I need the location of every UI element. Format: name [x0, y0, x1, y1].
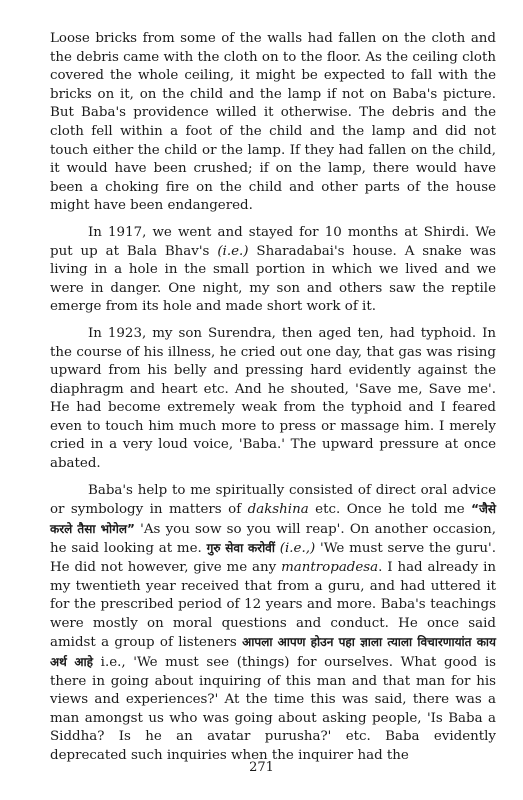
devanagari-quote: आपला आपण होउन पहा ज्ञाला त्याला विचारणायांत काय अर्थ आहे [50, 635, 496, 669]
text-run: i.e., 'We must see (things) for ourselves. What good is there in going about inquiring of this man and that man for his views and experiences?' At the time this was said, there was a man amongst us who was going about asking people, 'Is Baba a Siddha? Is he an avatar purusha?' etc. Baba evidently deprecated such inquiries when the inquirer had the [50, 655, 497, 763]
body-text [50, 30, 496, 774]
italic-term: (i.e.,) [279, 541, 316, 557]
italic-term: mantropadesa [281, 560, 379, 576]
devanagari-quote: “जैसे करले तैसा भोगेल” [50, 502, 496, 536]
paragraph [50, 482, 496, 766]
text-run: . I had already in my twentieth year received that from a guru, and had uttered it for the prescribed period of 12 years and more. Baba's teachings were mostly on moral questions and conduct. He once said amidst a group of listeners [50, 560, 496, 651]
text-run: Loose bricks from some of the walls had fallen on the cloth and the debris came with the cloth on to the floor. As the ceiling cloth covered the whole ceiling, it might be expected to fall with the bricks on it, on the child and the lamp if not on Baba's picture. But Baba's providence willed it otherwise. The debris and the cloth fell within a foot of the child and the lamp and did not touch either the child or the lamp. If they had fallen on the child, it would have been crushed; if on the lamp, there would have been a choking fire on the child and other parts of the house might have been endangered. [50, 31, 496, 214]
italic-term: dakshina [247, 502, 309, 518]
italic-term: (i.e.) [217, 243, 249, 259]
text-run: Baba's help to me spiritually consisted of direct oral advice or symbology in matters of [50, 482, 496, 518]
paragraph [50, 325, 496, 474]
page-number: 271 [249, 760, 274, 775]
paragraph [50, 224, 496, 317]
devanagari-quote: गुरु सेवा करोवीं [206, 541, 275, 556]
text-run: etc. Once he told me [308, 502, 472, 518]
text-run: In 1917, we went and stayed for 10 months at Shirdi. We put up at Bala Bhav's [50, 224, 496, 259]
text-run: 'As you sow so you will reap'. On another occasion, he said looking at me. [50, 521, 496, 557]
text-run: In 1923, my son Surendra, then aged ten, had typhoid. In the course of his illness, he cried out one day, that gas was rising upward from his belly and pressing hard evidently against the diaphragm and heart etc. And he shouted, 'Save me, Save me'. He had become extremely weak from the typhoid and I feared even to touch him much more to press or massage him. I merely cried in a very loud voice, 'Baba.' The upward pressure at once abated. [50, 325, 496, 472]
text-run: Sharadabai's house. A snake was living in a hole in the small portion in which we lived and we were in danger. One night, my son and others saw the reptile emerge from its hole and made short work of it. [50, 243, 497, 315]
paragraph [50, 30, 496, 216]
text-run: 'We must serve the guru'. He did not however, give me any [50, 541, 496, 576]
